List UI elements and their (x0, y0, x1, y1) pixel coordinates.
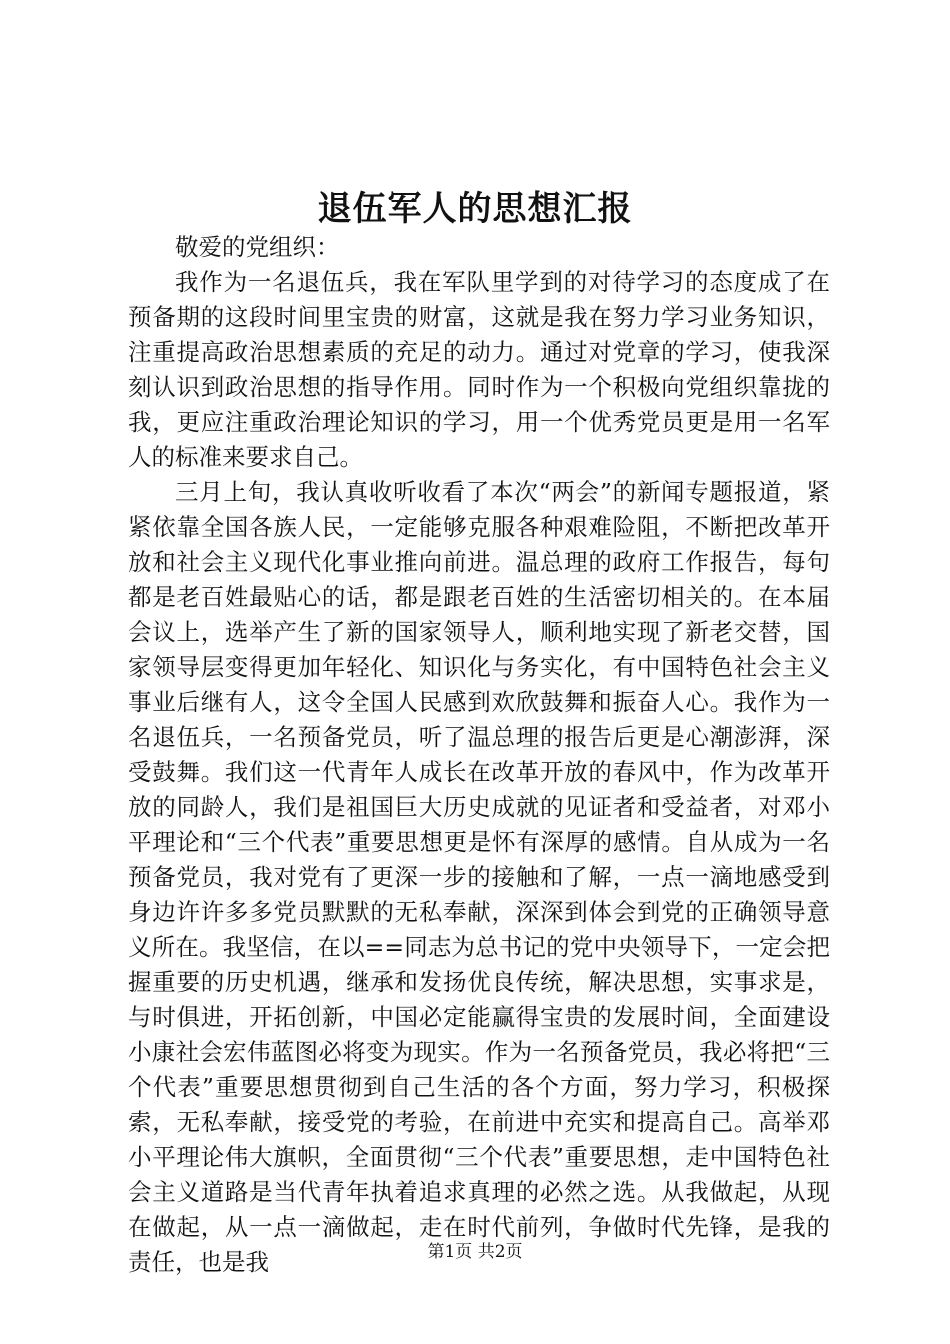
document-title: 退伍军人的思想汇报 (317, 189, 633, 229)
document-body (128, 230, 830, 1280)
salutation: 敬爱的党组织： (175, 233, 340, 261)
page-number-footer: 第1页 共2页 (427, 1242, 523, 1262)
paragraph-2: 三月上旬，我认真收听收看了本次“两会”的新闻专题报道，紧紧依靠全国各族人民，一定能够克服各种艰难险阻，不断把改革开放和社会主义现代化事业推向前进。温总理的政府工作报告，每句都是老百姓最贴心的话，都是跟老百姓的生活密切相关的。在本届会议上，选举产生了新的国家领导人，顺利地实现了新老交替，国家领导层变得更加年轻化、知识化与务实化，有中国特色社会主义事业后继有人，这令全国人民感到欢欣鼓舞和振奋人心。我作为一名退伍兵，一名预备党员，听了温总理的报告后更是心潮澎湃，深受鼓舞。我们这一代青年人成长在改革开放的春风中，作为改革开放的同龄人，我们是祖国巨大历史成就的见证者和受益者，对邓小平理论和“三个代表”重要思想更是怀有深厚的感情。自从成为一名预备党员，我对党有了更深一步的接触和了解，一点一滴地感受到身边许许多多党员默默的无私奉献，深深到体会到党的正确领导意义所在。我坚信，在以==同志为总书记的党中央领导下，一定会把握重要的历史机遇，继承和发扬优良传统，解决思想，实事求是，与时俱进，开拓创新，中国必定能赢得宝贵的发展时间，全面建设小康社会宏伟蓝图必将变为现实。作为一名预备党员，我必将把“三个代表”重要思想贯彻到自己生活的各个方面，努力学习，积极探索，无私奉献，接受党的考验，在前进中充实和提高自己。高举邓小平理论伟大旗帜，全面贯彻“三个代表”重要思想，走中国特色社会主义道路是当代青年执着追求真理的必然之选。从我做起，从现在做起，从一点一滴做起，走在时代前列，争做时代先锋，是我的责任，也是我 (128, 478, 830, 1276)
paragraph-1: 我作为一名退伍兵，我在军队里学到的对待学习的态度成了在预备期的这段时间里宝贵的财富，这就是我在努力学习业务知识，注重提高政治思想素质的充足的动力。通过对党章的学习，使我深刻认识到政治思想的指导作用。同时作为一个积极向党组织靠拢的我，更应注重政治理论知识的学习，用一个优秀党员更是用一名军人的标准来要求自己。 (128, 268, 830, 471)
